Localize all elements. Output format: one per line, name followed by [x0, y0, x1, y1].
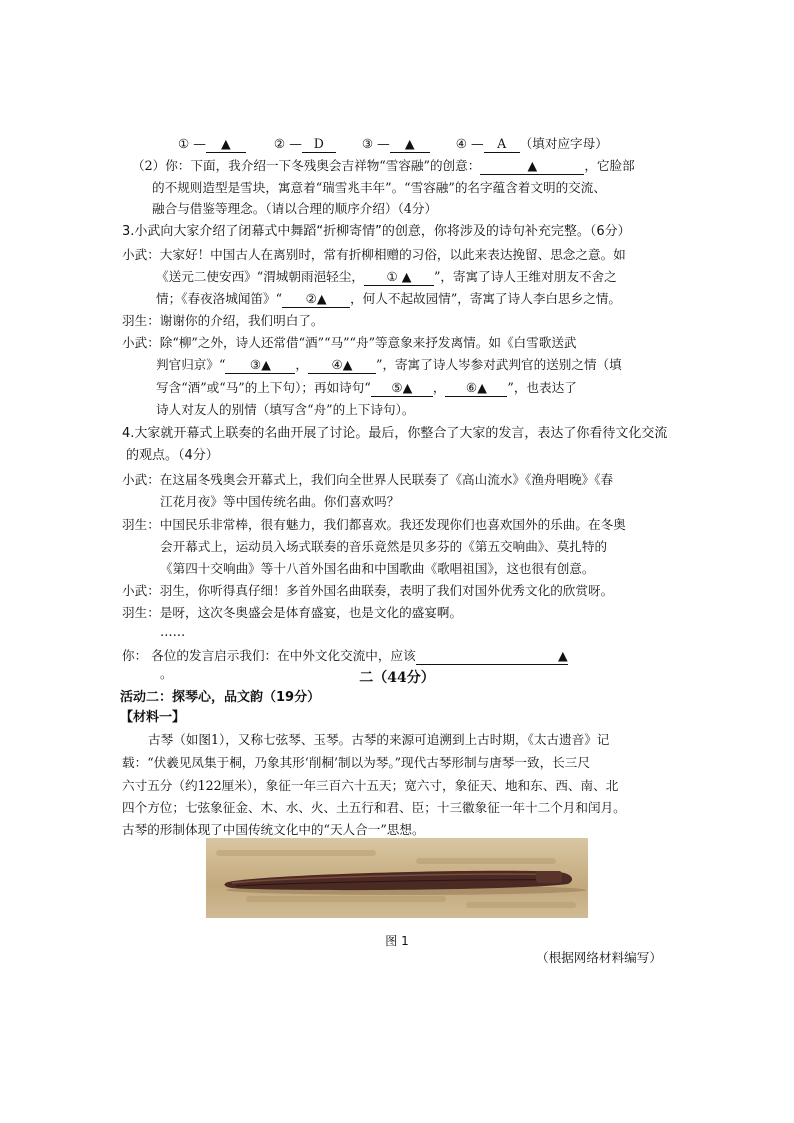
q3-blank-1: ① ▲: [364, 269, 434, 286]
material-p5: 古琴的形制体现了中国传统文化中的“天人合一”思想。: [122, 822, 425, 837]
q4-line3: 羽生：中国民乐非常棒，很有魅力，我们都喜欢。我还发现你们也喜欢国外的乐曲。在冬奥: [122, 517, 626, 532]
q3-line8: 诗人对友人的别情（填写含“舟”的上下诗句）。: [156, 402, 415, 417]
q4-ellipsis: ……: [160, 624, 186, 639]
q3-line6-pre: 判官归京》“: [156, 357, 226, 372]
answer-1-label: ① —: [178, 136, 206, 151]
q3-line2: [156, 267, 617, 287]
answer-1-blank: ▲: [206, 136, 246, 153]
q4-line1: 小武：在这届冬残奥会开幕式上，我们向全世界人民联奏了《高山流水》《渔舟唱晚》《春: [122, 472, 614, 487]
q3-line1: 小武：大家好！中国古人在离别时，常有折柳相赠的习俗，以此来表达挽留、思念之意。如: [122, 247, 626, 262]
answer-2-value: D: [302, 136, 336, 153]
answer-line-q2-1: [178, 134, 608, 154]
q3-line4: 羽生：谢谢你的介绍，我们明白了。: [122, 313, 324, 328]
q3-line2-pre: 《送元二使安西》“渭城朝雨浥轻尘，: [156, 269, 364, 284]
q3-line6-mid: ，: [295, 357, 309, 372]
material-heading: 【材料一】: [120, 710, 186, 725]
answer-suffix: （填对应字母）: [519, 136, 608, 151]
q3-blank-3: ③▲: [225, 357, 295, 374]
q4-line8-text: 你： 各位的发言启示我们：在中外文化交流中，应该: [122, 648, 416, 663]
q3-line7-mid: ，: [432, 380, 446, 395]
q4-line8: [122, 646, 568, 666]
source-note: （根据网络材料编写）: [536, 950, 662, 965]
guqin-image: [206, 838, 588, 918]
q2-part2-blank: ▲: [480, 158, 584, 175]
q2-part2-line2: 的不规则造型是雪块，寓意着“瑞雪兆丰年”。“雪容融”的名字蕴含着文明的交流、: [152, 180, 606, 195]
q3-blank-2: ②▲: [282, 291, 350, 308]
q4-line5: 《第四十交响曲》等十八首外国名曲和中国歌曲《歌唱祖国》，这也很有创意。: [160, 561, 595, 576]
answer-3-blank: ▲: [390, 136, 430, 153]
q2-part2-text-post: ，它脸部: [584, 158, 635, 173]
q3-title: 3.小武向大家介绍了闭幕式中舞蹈“折柳寄情”的创意，你将涉及的诗句补充完整。（6分）: [122, 224, 631, 239]
material-p2: 载：“伏羲见凤集于桐，乃象其形‘削桐’制以为琴。”现代古琴形制与唐琴一致，长三尺: [122, 755, 590, 770]
q3-line3-pre: 情；《春夜洛城闻笛》“: [156, 291, 283, 306]
answer-4-value: A: [484, 136, 520, 153]
q3-line3: [156, 289, 621, 309]
material-p1: 古琴（如图1），又称七弦琴、玉琴。古琴的来源可追溯到上古时期，《太古遗音》记: [148, 732, 610, 747]
figure-caption: 图 1: [385, 934, 409, 948]
q4-line2: 江花月夜》等中国传统名曲。你们喜欢吗？: [160, 494, 400, 509]
q3-blank-4: ④▲: [308, 357, 376, 374]
q3-line7-post: ”，也表达了: [507, 380, 577, 395]
q3-line2-post: ”，寄寓了诗人王维对朋友不舍之: [433, 269, 617, 284]
q3-line6: [156, 355, 622, 375]
material-p4: 四个方位；七弦象征金、木、水、火、土五行和君、臣；十三徽象征一年十二个月和闰月。: [122, 800, 626, 815]
guqin-illustration: [206, 838, 588, 918]
q3-blank-6: ⑥▲: [445, 380, 507, 397]
q2-part2-line3: 融合与借鉴等理念。（请以合理的顺序介绍）（4分）: [152, 201, 438, 216]
q4-answer-blank: ▲: [416, 648, 568, 665]
q3-line3-post: ，何人不起故园情”，寄寓了诗人李白思乡之情。: [350, 291, 621, 306]
q4-title-2: 的观点。（4分）: [126, 448, 219, 463]
q4-title-1: 4.大家就开幕式上联奏的名曲开展了讨论。最后，你整合了大家的发言，表达了你看待文化交流: [122, 426, 668, 441]
q4-line4: 会开幕式上，运动员入场式联奏的音乐竟然是贝多芬的《第五交响曲》、莫扎特的: [160, 539, 608, 554]
material-p3: 六寸五分（约122厘米），象征一年三百六十五天；宽六寸，象征天、地和东、西、南、北: [122, 778, 619, 793]
q3-line7-pre: 写含“酒”或“马”的上下句）；再如诗句“: [156, 380, 371, 395]
q2-part2-line1: [132, 156, 635, 176]
q3-line7: [156, 378, 577, 398]
q4-line8-end: 。: [160, 666, 173, 681]
q2-part2-text: （2）你：下面，我介绍一下冬残奥会吉祥物“雪容融”的创意：: [132, 158, 481, 173]
answer-4-label: ④ —: [455, 136, 484, 151]
q3-line6-post: ”，寄寓了诗人岑参对武判官的送别之情（填: [376, 357, 622, 372]
section-heading: 二（44分）: [359, 670, 435, 686]
answer-3-label: ③ —: [361, 136, 390, 151]
activity-title: 活动二：探琴心，品文韵（19分）: [120, 690, 321, 705]
q4-line6: 小武：羽生，你听得真仔细！多首外国名曲联奏，表明了我们对国外优秀文化的欣赏呀。: [122, 583, 614, 598]
answer-2-label: ② —: [273, 136, 302, 151]
q3-blank-5: ⑤▲: [371, 380, 433, 397]
q4-line7: 羽生：是呀，这次冬奥盛会是体育盛宴，也是文化的盛宴啊。: [122, 605, 463, 620]
q3-line5: 小武：除“柳”之外，诗人还常借“酒”“马”“舟”等意象来抒发离情。如《白雪歌送武: [122, 335, 577, 350]
